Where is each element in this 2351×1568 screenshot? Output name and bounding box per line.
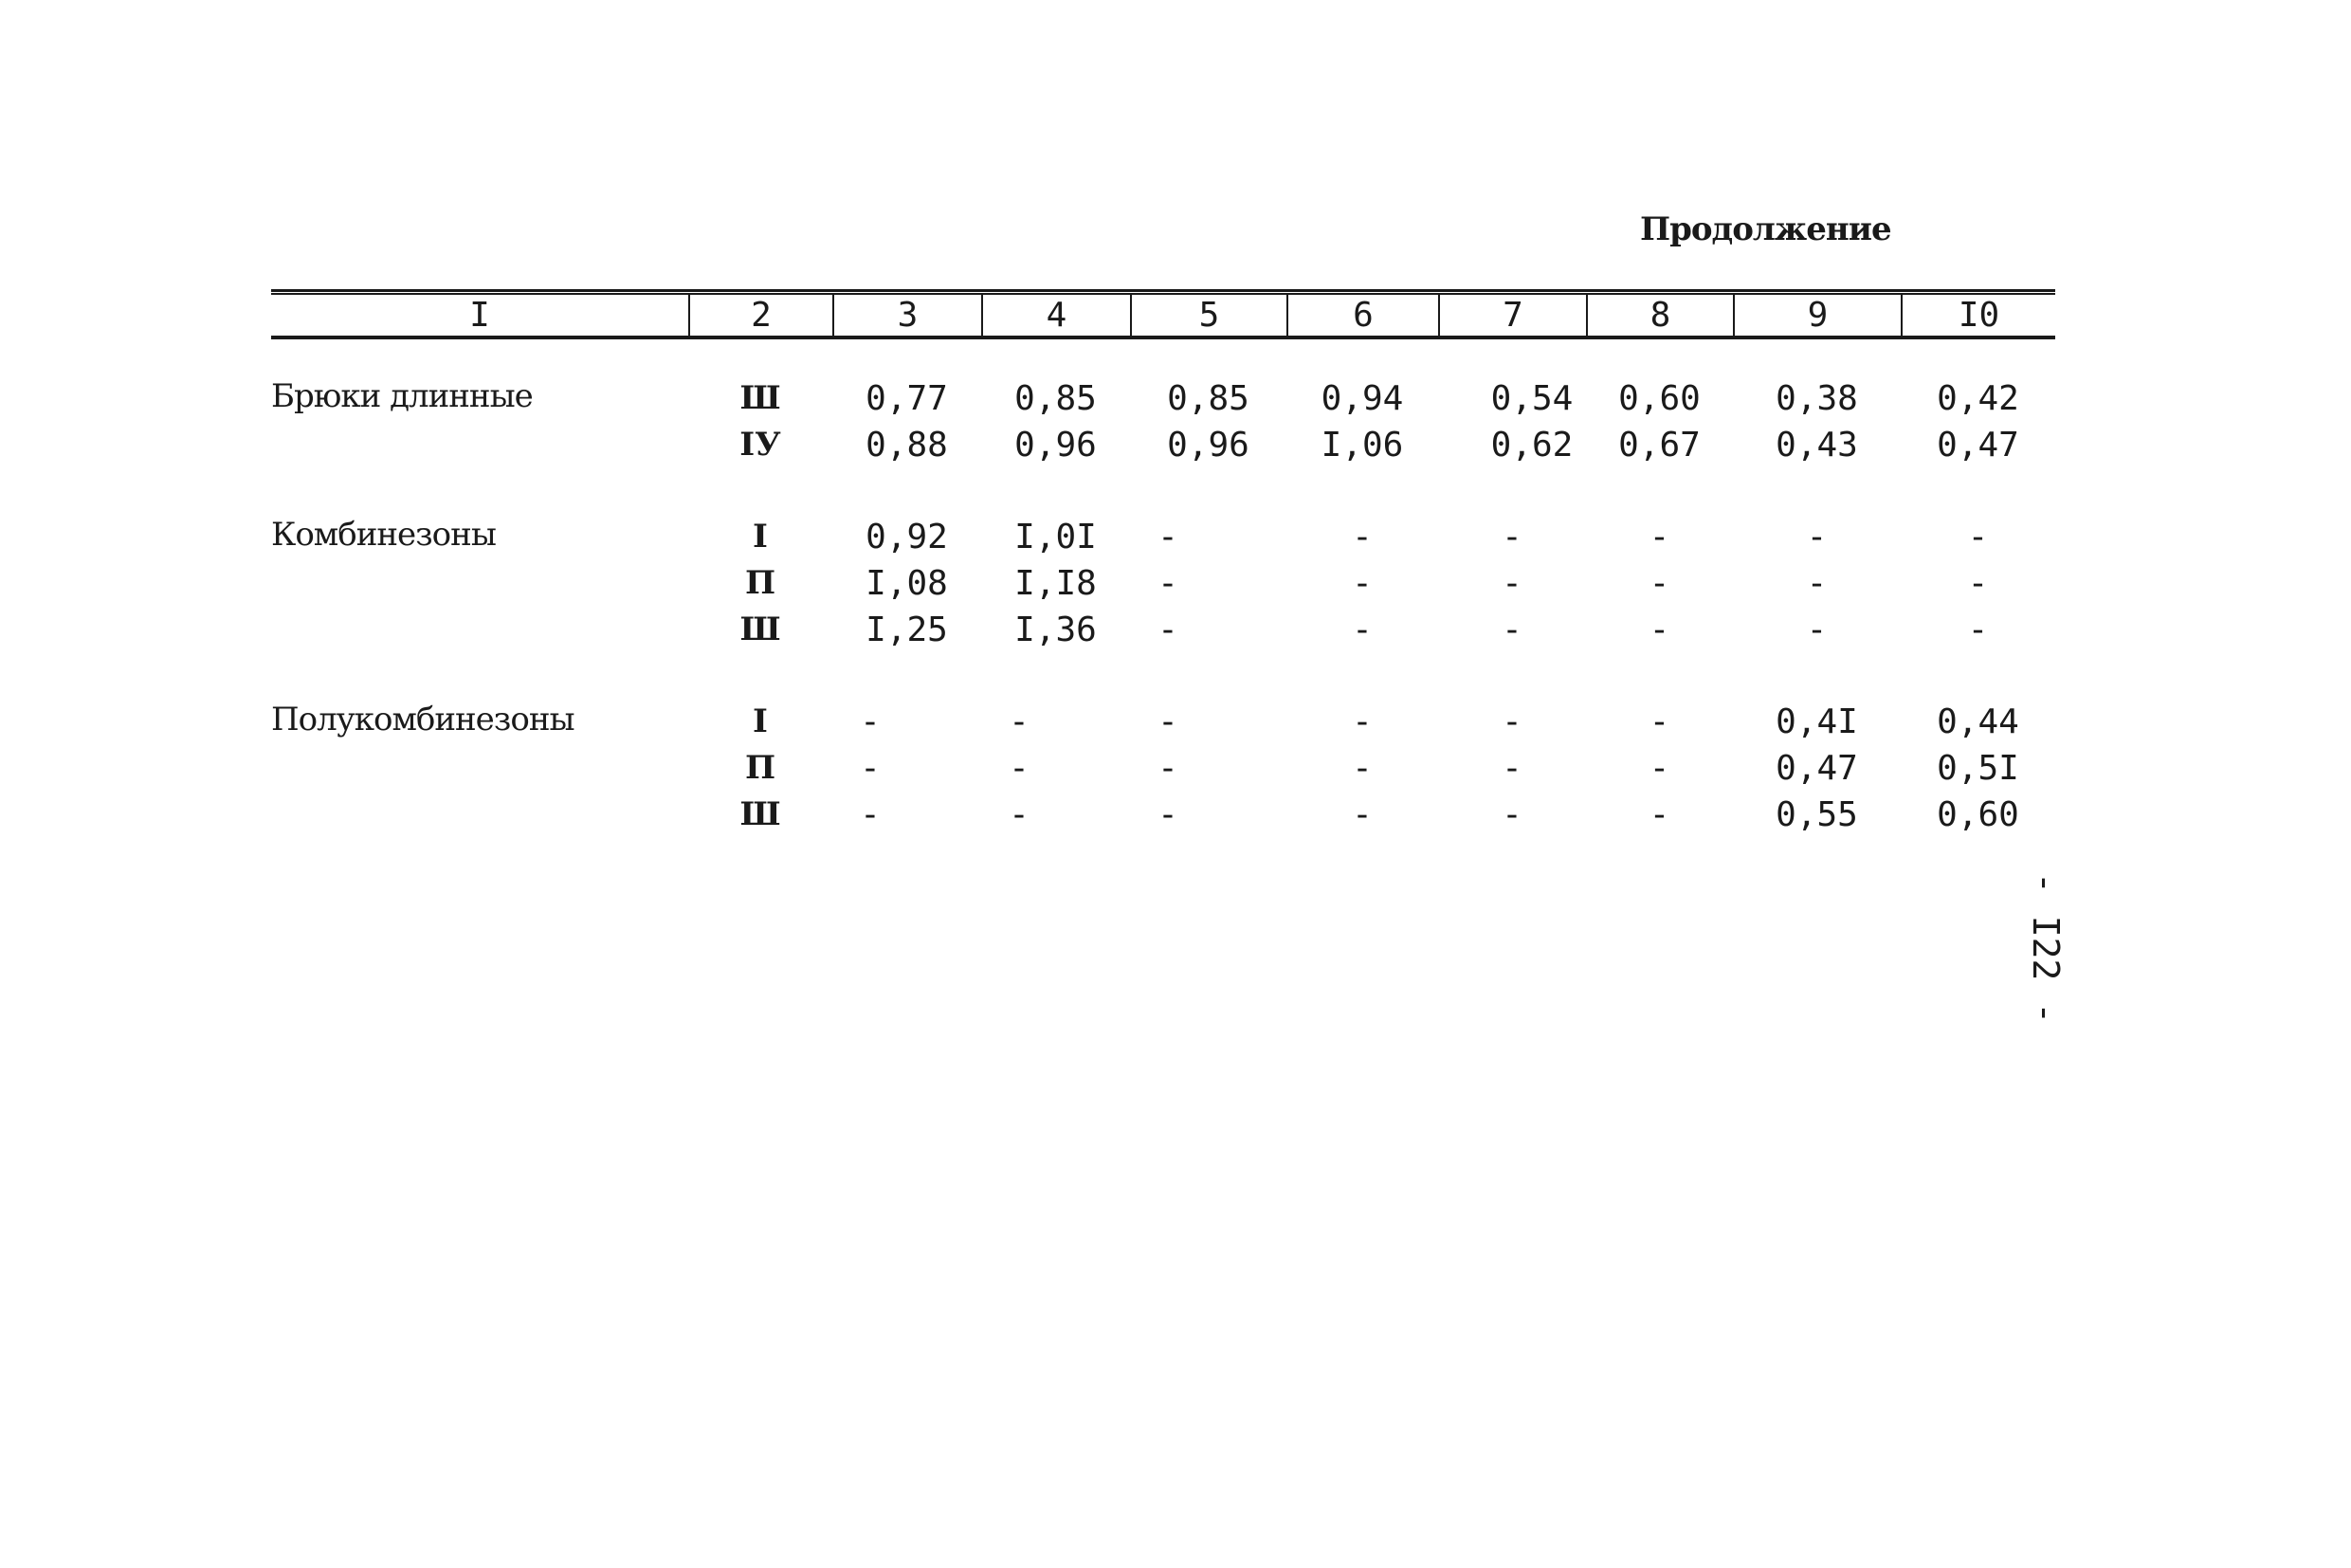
value-cell: - (1157, 702, 1178, 741)
value-cell: 0,5I (1937, 748, 2019, 788)
value-cell: 0,92 (866, 517, 948, 556)
value-cell: I,I8 (1014, 563, 1097, 603)
value-cell: - (1806, 517, 1828, 556)
table-row (271, 792, 2055, 837)
value-cell: 0,94 (1321, 378, 1404, 418)
value-cell: 0,42 (1937, 378, 2019, 418)
value-cell: - (1502, 794, 1522, 834)
value-cell: I,06 (1321, 425, 1404, 465)
group-name: Полукомбинезоны (271, 701, 574, 738)
group-name: Комбинезоны (271, 516, 496, 554)
continuation-label: Продолжение (1640, 210, 1891, 248)
value-cell: 0,85 (1167, 378, 1249, 418)
value-cell: I,08 (866, 563, 948, 603)
value-cell: 0,4I (1776, 702, 1858, 741)
value-cell: 0,47 (1937, 425, 2019, 465)
value-cell: - (1009, 748, 1030, 788)
table-row (271, 560, 2055, 606)
value-cell: 0,77 (866, 378, 948, 418)
value-cell: - (1502, 702, 1522, 741)
size-cell: Ш (739, 379, 781, 417)
value-cell: 0,85 (1014, 378, 1097, 418)
value-cell: - (1649, 748, 1670, 788)
header-col-9: 9 (1733, 295, 1901, 336)
value-cell: 0,60 (1618, 378, 1701, 418)
value-cell: - (1649, 563, 1670, 603)
header-col-2: 2 (688, 295, 832, 336)
value-cell: - (1157, 748, 1178, 788)
header-col-10: I0 (1901, 295, 2055, 336)
table-row (271, 745, 2055, 791)
size-cell: IУ (739, 426, 781, 464)
value-cell: 0,67 (1618, 425, 1701, 465)
value-cell: I,36 (1014, 610, 1097, 649)
value-cell: 0,38 (1776, 378, 1858, 418)
value-cell: - (1806, 563, 1828, 603)
table-row (271, 607, 2055, 652)
value-cell: - (1352, 794, 1373, 834)
header-col-4: 4 (981, 295, 1130, 336)
size-cell: I (753, 518, 768, 556)
value-cell: - (1967, 517, 1989, 556)
header-col-1: I (469, 296, 490, 335)
value-cell: - (1649, 794, 1670, 834)
header-col-7: 7 (1438, 295, 1586, 336)
table-top-rule (271, 289, 2055, 292)
value-cell: - (1157, 794, 1178, 834)
value-cell: I,25 (866, 610, 948, 649)
value-cell: - (1157, 517, 1178, 556)
value-cell: 0,44 (1937, 702, 2019, 741)
value-cell: - (1806, 610, 1828, 649)
value-cell: - (1649, 610, 1670, 649)
value-cell: - (860, 702, 881, 741)
value-cell: - (1157, 563, 1178, 603)
value-cell: 0,60 (1937, 794, 2019, 834)
value-cell: - (1009, 702, 1030, 741)
size-cell: Ш (739, 795, 781, 833)
size-cell: П (744, 749, 776, 787)
value-cell: - (1352, 610, 1373, 649)
value-cell: I,0I (1014, 517, 1097, 556)
value-cell: 0,55 (1776, 794, 1858, 834)
value-cell: - (1967, 563, 1989, 603)
value-cell: - (1649, 517, 1670, 556)
value-cell: - (1352, 702, 1373, 741)
header-col-5: 5 (1130, 295, 1286, 336)
header-col-8: 8 (1586, 295, 1733, 336)
value-cell: - (1009, 794, 1030, 834)
value-cell: - (1352, 517, 1373, 556)
table-row (271, 699, 2055, 744)
size-cell: I (753, 702, 768, 740)
value-cell: - (1352, 563, 1373, 603)
page-number: - I22 - (2025, 872, 2067, 1025)
value-cell: - (1502, 748, 1522, 788)
table-row (271, 422, 2055, 467)
value-cell: 0,88 (866, 425, 948, 465)
value-cell: - (1352, 748, 1373, 788)
value-cell: - (1502, 563, 1522, 603)
value-cell: 0,54 (1490, 378, 1574, 418)
value-cell: - (1649, 702, 1670, 741)
header-col-6: 6 (1286, 295, 1438, 336)
table-header-rule (271, 336, 2055, 339)
value-cell: 0,62 (1490, 425, 1574, 465)
value-cell: - (860, 748, 881, 788)
value-cell: - (1157, 610, 1178, 649)
header-col-3: 3 (832, 295, 981, 336)
size-cell: П (744, 564, 776, 602)
value-cell: - (1502, 517, 1522, 556)
value-cell: - (1967, 610, 1989, 649)
value-cell: - (1502, 610, 1522, 649)
table-row (271, 375, 2055, 421)
value-cell: 0,43 (1776, 425, 1858, 465)
table-row (271, 514, 2055, 559)
value-cell: - (860, 794, 881, 834)
value-cell: 0,96 (1167, 425, 1249, 465)
value-cell: 0,96 (1014, 425, 1097, 465)
group-name: Брюки длинные (271, 377, 533, 415)
value-cell: 0,47 (1776, 748, 1858, 788)
size-cell: Ш (739, 611, 781, 648)
